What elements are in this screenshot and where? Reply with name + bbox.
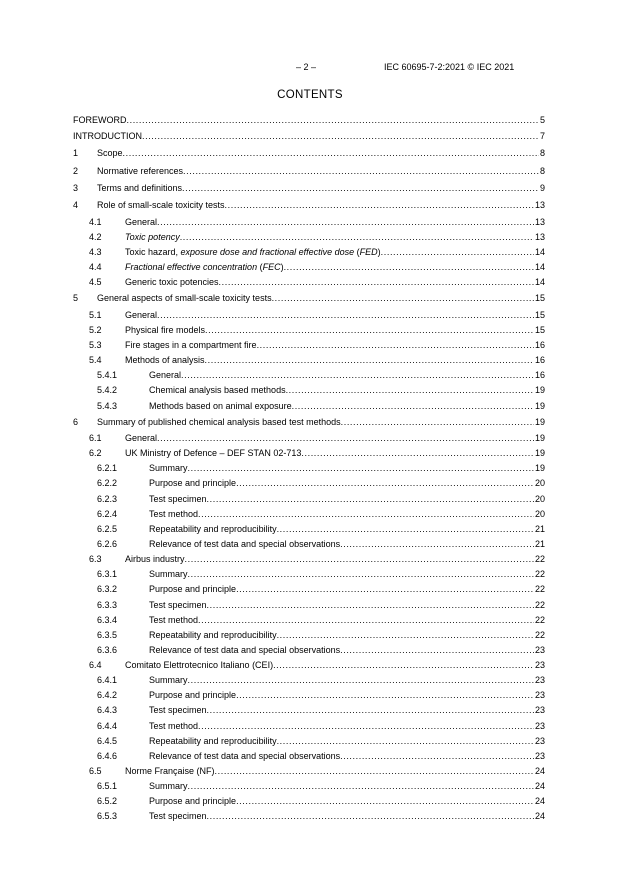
toc-entry[interactable] bbox=[73, 537, 545, 552]
toc-entry[interactable] bbox=[73, 446, 545, 461]
toc-entry[interactable] bbox=[73, 734, 545, 749]
toc-entry[interactable] bbox=[73, 567, 545, 582]
toc-entry-page: 24 bbox=[534, 766, 545, 777]
dot-leader bbox=[340, 749, 534, 764]
dot-leader bbox=[286, 383, 534, 398]
toc-entry-page: 20 bbox=[534, 493, 545, 504]
toc-entry-number: 3 bbox=[73, 183, 79, 194]
toc-entry-number: 5.4 bbox=[89, 355, 102, 366]
toc-entry-number: 6.2.5 bbox=[97, 523, 118, 534]
toc-entry-page: 19 bbox=[534, 432, 545, 443]
toc-entry-number: 6.2.3 bbox=[97, 493, 118, 504]
toc-entry-number: 6 bbox=[73, 416, 79, 427]
dot-leader bbox=[185, 552, 534, 567]
toc-entry-page: 19 bbox=[534, 448, 545, 459]
toc-entry[interactable] bbox=[73, 338, 545, 353]
dot-leader bbox=[182, 180, 539, 197]
toc-entry-page: 22 bbox=[534, 569, 545, 580]
dot-leader bbox=[157, 431, 534, 446]
toc-entry-page: 15 bbox=[534, 309, 545, 320]
toc-entry-title: Airbus industry bbox=[125, 554, 185, 565]
toc-entry[interactable] bbox=[73, 290, 545, 307]
toc-entry-page: 23 bbox=[534, 720, 545, 731]
toc-entry-title: Toxic potency bbox=[125, 231, 180, 242]
toc-entry-page: 20 bbox=[534, 478, 545, 489]
dot-leader bbox=[207, 809, 534, 824]
toc-entry-title: Summary bbox=[149, 463, 188, 474]
toc-entry-page: 16 bbox=[534, 370, 545, 381]
toc-entry-title: Physical fire models bbox=[125, 324, 206, 335]
toc-entry-page: 23 bbox=[534, 750, 545, 761]
toc-entry-page: 24 bbox=[534, 781, 545, 792]
toc-entry-title: Purpose and principle bbox=[149, 584, 237, 595]
toc-entry-page: 13 bbox=[534, 200, 545, 211]
dot-leader bbox=[198, 613, 534, 628]
toc-entry-page: 16 bbox=[534, 355, 545, 366]
page-number: – 2 – bbox=[296, 62, 317, 72]
toc-entry-title: Test method bbox=[149, 508, 199, 519]
dot-leader bbox=[198, 719, 534, 734]
toc-entry-page: 23 bbox=[534, 705, 545, 716]
toc-entry-page: 21 bbox=[534, 523, 545, 534]
dot-leader bbox=[284, 260, 534, 275]
toc-entry-title: General bbox=[125, 309, 158, 320]
toc-entry-number: 6.2 bbox=[89, 448, 102, 459]
toc-entry-title: Test specimen bbox=[149, 705, 207, 716]
toc-entry[interactable] bbox=[73, 163, 545, 180]
toc-entry-number: 5.2 bbox=[89, 324, 102, 335]
toc-entry-number: 6.4 bbox=[89, 660, 102, 671]
toc-entry-title: Test method bbox=[149, 720, 199, 731]
dot-leader bbox=[340, 537, 534, 552]
toc-entry[interactable] bbox=[73, 275, 545, 290]
toc-entry[interactable] bbox=[73, 113, 545, 128]
toc-entry-number: 6.4.6 bbox=[97, 750, 118, 761]
toc-entry[interactable] bbox=[73, 598, 545, 613]
toc-entry-page: 22 bbox=[534, 554, 545, 565]
toc-entry[interactable] bbox=[73, 492, 545, 507]
toc-entry-title: Methods of analysis bbox=[125, 355, 205, 366]
toc-entry[interactable] bbox=[73, 688, 545, 703]
toc-entry[interactable] bbox=[73, 399, 545, 414]
dot-leader bbox=[142, 128, 539, 145]
toc-entry-page: 22 bbox=[534, 584, 545, 595]
toc-entry-number: 5 bbox=[73, 293, 79, 304]
toc-entry-title: Purpose and principle bbox=[149, 690, 237, 701]
dot-leader bbox=[198, 507, 534, 522]
toc-entry-number: 4.1 bbox=[89, 216, 102, 227]
toc-entry-title: General bbox=[125, 216, 158, 227]
toc-entry-title: Norme Française (NF) bbox=[125, 766, 215, 777]
toc-entry-number: 6.2.2 bbox=[97, 478, 118, 489]
toc-entry-title: Repeatability and reproducibility bbox=[149, 735, 277, 746]
dot-leader bbox=[257, 338, 534, 353]
toc-entry-number: 6.4.4 bbox=[97, 720, 118, 731]
toc-entry-number: 6.3.6 bbox=[97, 644, 118, 655]
toc-entry-title: General bbox=[149, 370, 182, 381]
dot-leader bbox=[188, 461, 534, 476]
toc-entry-page: 13 bbox=[534, 231, 545, 242]
toc-entry-number: 6.3.1 bbox=[97, 569, 118, 580]
toc-entry[interactable] bbox=[73, 128, 545, 145]
dot-leader bbox=[205, 323, 534, 338]
toc-entry-number: 4 bbox=[73, 200, 79, 211]
toc-entry[interactable] bbox=[73, 794, 545, 809]
toc-entry[interactable] bbox=[73, 323, 545, 338]
toc-entry-page: 5 bbox=[539, 115, 545, 125]
toc-entry-page: 16 bbox=[534, 339, 545, 350]
toc-entry-page: 19 bbox=[534, 385, 545, 396]
toc-entry-number: 4.2 bbox=[89, 231, 102, 242]
toc-entry[interactable] bbox=[73, 353, 545, 368]
toc-entry-number: 6.2.1 bbox=[97, 463, 118, 474]
dot-leader bbox=[207, 703, 534, 718]
toc-entry[interactable] bbox=[73, 764, 545, 779]
dot-leader bbox=[236, 688, 534, 703]
dot-leader bbox=[188, 673, 534, 688]
toc-entry-number: 6.3.3 bbox=[97, 599, 118, 610]
toc-entry[interactable] bbox=[73, 507, 545, 522]
dot-leader bbox=[205, 353, 534, 368]
dot-leader bbox=[127, 113, 539, 128]
toc-entry-number: 1 bbox=[73, 148, 79, 159]
toc-entry[interactable] bbox=[73, 643, 545, 658]
dot-leader bbox=[123, 145, 539, 162]
toc-entry-page: 23 bbox=[534, 690, 545, 701]
toc-entry-title: Chemical analysis based methods bbox=[149, 385, 286, 396]
toc-entry[interactable] bbox=[73, 719, 545, 734]
toc-entry-page: 19 bbox=[534, 400, 545, 411]
toc-entry-number: 6.3.2 bbox=[97, 584, 118, 595]
toc-entry-page: 7 bbox=[539, 131, 545, 142]
toc-entry-number: 6.3 bbox=[89, 554, 102, 565]
toc-entry[interactable] bbox=[73, 628, 545, 643]
toc-entry-page: 8 bbox=[539, 165, 545, 176]
toc-entry-page: 9 bbox=[539, 183, 545, 194]
toc-entry-title: Comitato Elettrotecnico Italiano (CEI) bbox=[125, 660, 274, 671]
dot-leader bbox=[273, 658, 534, 673]
toc-entry-title: Fire stages in a compartment fire bbox=[125, 339, 257, 350]
toc-entry-number: 4.5 bbox=[89, 277, 102, 288]
toc-entry-page: 20 bbox=[534, 508, 545, 519]
toc-entry-title: Scope bbox=[97, 148, 123, 159]
toc-entry[interactable] bbox=[73, 197, 545, 214]
toc-entry[interactable] bbox=[73, 145, 545, 162]
dot-leader bbox=[277, 628, 534, 643]
toc-entry-title: Relevance of test data and special observations bbox=[149, 644, 341, 655]
dot-leader bbox=[301, 446, 534, 461]
toc-entry-number: 6.2.4 bbox=[97, 508, 118, 519]
toc-entry-number: 6.4.3 bbox=[97, 705, 118, 716]
toc-entry-page: 21 bbox=[534, 538, 545, 549]
toc-entry[interactable] bbox=[73, 368, 545, 383]
document-reference: IEC 60695-7-2:2021 © IEC 2021 bbox=[384, 62, 515, 72]
toc-entry[interactable] bbox=[73, 461, 545, 476]
toc-entry-title: Repeatability and reproducibility bbox=[149, 523, 277, 534]
toc-entry-title: INTRODUCTION bbox=[73, 131, 142, 142]
dot-leader bbox=[225, 197, 534, 214]
dot-leader bbox=[341, 414, 534, 431]
toc-entry[interactable] bbox=[73, 613, 545, 628]
toc-entry[interactable] bbox=[73, 476, 545, 491]
toc-entry-number: 6.4.1 bbox=[97, 675, 118, 686]
toc-entry[interactable] bbox=[73, 180, 545, 197]
toc-entry-title: Normative references bbox=[97, 165, 184, 176]
toc-entry-page: 8 bbox=[539, 148, 545, 159]
toc-entry[interactable] bbox=[73, 230, 545, 245]
toc-entry-title: Summary bbox=[149, 781, 188, 792]
toc-entry-page: 15 bbox=[534, 324, 545, 335]
toc-entry-title: Purpose and principle bbox=[149, 796, 237, 807]
toc-entry-number: 6.5.1 bbox=[97, 781, 118, 792]
toc-entry-page: 22 bbox=[534, 629, 545, 640]
toc-entry-page: 23 bbox=[534, 735, 545, 746]
dot-leader bbox=[292, 399, 534, 414]
dot-leader bbox=[183, 163, 539, 180]
toc-entry-title: Terms and definitions bbox=[97, 183, 183, 194]
toc-entry-title: Summary bbox=[149, 569, 188, 580]
toc-entry-title: General bbox=[125, 432, 158, 443]
toc-entry-title: Fractional effective concentration (FEC) bbox=[125, 262, 284, 273]
toc-entry[interactable] bbox=[73, 673, 545, 688]
dot-leader bbox=[215, 764, 534, 779]
toc-entry-title: Summary of published chemical analysis based test methods bbox=[97, 416, 341, 427]
toc-entry-title: Summary bbox=[149, 675, 188, 686]
toc-entry[interactable] bbox=[73, 582, 545, 597]
toc-entry-title: Test specimen bbox=[149, 599, 207, 610]
dot-leader bbox=[207, 598, 534, 613]
toc-entry-title: FOREWORD bbox=[73, 115, 127, 125]
dot-leader bbox=[272, 290, 534, 307]
toc-entry[interactable] bbox=[73, 658, 545, 673]
toc-entry-page: 24 bbox=[534, 811, 545, 822]
toc-entry-page: 23 bbox=[534, 660, 545, 671]
toc-entry-page: 14 bbox=[534, 262, 545, 273]
dot-leader bbox=[157, 215, 534, 230]
dot-leader bbox=[188, 779, 534, 794]
toc-entry[interactable] bbox=[73, 779, 545, 794]
toc-entry-title: Generic toxic potencies bbox=[125, 277, 219, 288]
toc-entry-number: 5.4.1 bbox=[97, 370, 118, 381]
toc-entry[interactable] bbox=[73, 215, 545, 230]
dot-leader bbox=[188, 567, 534, 582]
toc-entry[interactable] bbox=[73, 383, 545, 398]
dot-leader bbox=[207, 492, 534, 507]
toc-entry-title: Test specimen bbox=[149, 493, 207, 504]
toc-entry-number: 6.3.5 bbox=[97, 629, 118, 640]
toc-entry[interactable] bbox=[73, 431, 545, 446]
toc-entry-number: 4.4 bbox=[89, 262, 102, 273]
toc-entry-number: 6.4.2 bbox=[97, 690, 118, 701]
toc-entry-page: 19 bbox=[534, 416, 545, 427]
toc-entry-number: 6.1 bbox=[89, 432, 102, 443]
toc-entry-title: Test specimen bbox=[149, 811, 207, 822]
toc-entry-page: 19 bbox=[534, 463, 545, 474]
dot-leader bbox=[277, 734, 534, 749]
toc-entry-title: Purpose and principle bbox=[149, 478, 237, 489]
toc-entry[interactable] bbox=[73, 703, 545, 718]
toc-entry-number: 6.5.2 bbox=[97, 796, 118, 807]
toc-entry-title: Relevance of test data and special observations bbox=[149, 750, 341, 761]
toc-entry-page: 22 bbox=[534, 614, 545, 625]
toc-entry-number: 4.3 bbox=[89, 246, 102, 257]
toc-entry[interactable] bbox=[73, 522, 545, 537]
toc-entry-title: General aspects of small-scale toxicity tests bbox=[97, 293, 272, 304]
toc-entry-number: 5.4.2 bbox=[97, 385, 118, 396]
dot-leader bbox=[180, 230, 534, 245]
toc-entry-number: 2 bbox=[73, 165, 79, 176]
toc-entry-number: 5.1 bbox=[89, 309, 102, 320]
toc-entry-title: Role of small-scale toxicity tests bbox=[97, 200, 225, 211]
toc-entry[interactable] bbox=[73, 749, 545, 764]
toc-entry-title: Relevance of test data and special observations bbox=[149, 538, 341, 549]
dot-leader bbox=[381, 245, 534, 260]
toc-entry-page: 23 bbox=[534, 675, 545, 686]
dot-leader bbox=[157, 308, 534, 323]
toc-entry-page: 13 bbox=[534, 216, 545, 227]
toc-entry-title: Repeatability and reproducibility bbox=[149, 629, 277, 640]
dot-leader bbox=[219, 275, 534, 290]
toc-entry-number: 6.4.5 bbox=[97, 735, 118, 746]
toc-entry[interactable] bbox=[73, 260, 545, 275]
toc-entry-page: 15 bbox=[534, 293, 545, 304]
toc-entry-title: Methods based on animal exposure bbox=[149, 400, 292, 411]
toc-entry-number: 6.3.4 bbox=[97, 614, 118, 625]
dot-leader bbox=[236, 582, 534, 597]
toc-entry-title: UK Ministry of Defence – DEF STAN 02-713 bbox=[125, 448, 302, 459]
table-of-contents bbox=[73, 113, 545, 825]
toc-entry-page: 23 bbox=[534, 644, 545, 655]
toc-entry[interactable] bbox=[73, 414, 545, 431]
toc-entry-title: Test method bbox=[149, 614, 199, 625]
toc-entry-number: 5.4.3 bbox=[97, 400, 118, 411]
toc-entry-page: 14 bbox=[534, 246, 545, 257]
toc-entry-number: 6.5 bbox=[89, 766, 102, 777]
toc-entry-page: 22 bbox=[534, 599, 545, 610]
toc-entry-page: 14 bbox=[534, 277, 545, 288]
toc-entry[interactable] bbox=[73, 552, 545, 567]
toc-entry-number: 6.2.6 bbox=[97, 538, 118, 549]
toc-entry-number: 6.5.3 bbox=[97, 811, 118, 822]
toc-entry-title: Toxic hazard, exposure dose and fractional effective dose (FED) bbox=[125, 246, 381, 257]
dot-leader bbox=[181, 368, 534, 383]
dot-leader bbox=[340, 643, 534, 658]
dot-leader bbox=[236, 476, 534, 491]
contents-title: CONTENTS bbox=[277, 89, 343, 101]
dot-leader bbox=[236, 794, 534, 809]
toc-entry-page: 24 bbox=[534, 796, 545, 807]
toc-entry-number: 5.3 bbox=[89, 339, 102, 350]
toc-entry[interactable] bbox=[73, 308, 545, 323]
toc-entry[interactable] bbox=[73, 245, 545, 260]
dot-leader bbox=[277, 522, 534, 537]
toc-entry[interactable] bbox=[73, 809, 545, 824]
